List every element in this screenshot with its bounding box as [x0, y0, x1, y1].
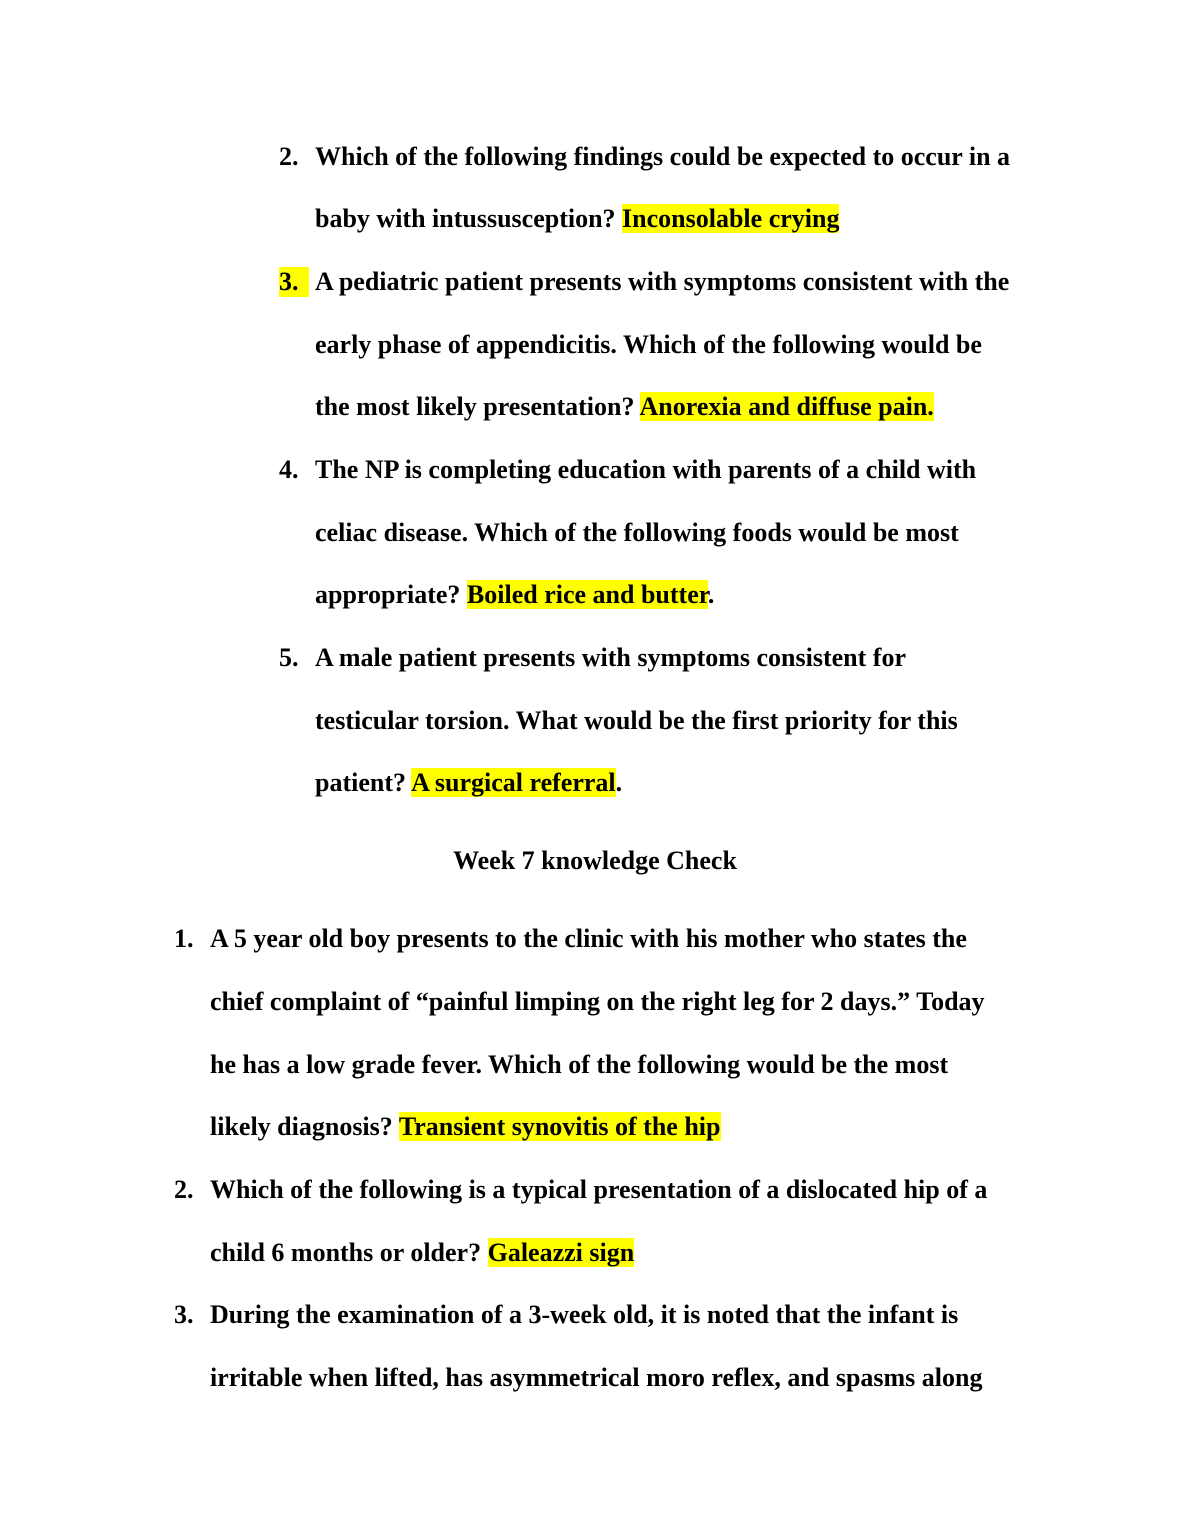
question-text-line — [315, 580, 714, 610]
question-text-line: A 5 year old boy presents to the clinic with his mother who states the — [210, 924, 967, 953]
question-text-line: During the examination of a 3-week old, it is noted that the infant is — [210, 1300, 959, 1329]
question-text: appropriate? — [315, 580, 461, 609]
question-text-line: The NP is completing education with parents of a child with — [315, 455, 977, 484]
question-text-line — [210, 1112, 721, 1142]
question-text-line: irritable when lifted, has asymmetrical moro reflex, and spasms along — [210, 1363, 983, 1392]
question-text-line: early phase of appendicitis. Which of the following would be — [315, 330, 982, 359]
question-text-line: A male patient presents with symptoms consistent for — [315, 643, 906, 672]
question-number: 4. — [279, 455, 299, 484]
question-number: 2. — [279, 142, 299, 171]
question-number: 3. — [174, 1300, 194, 1329]
question-text-line: Which of the following is a typical presentation of a dislocated hip of a — [210, 1175, 988, 1204]
question-text: child 6 months or older? — [210, 1238, 482, 1267]
trailing-period: . — [615, 768, 623, 797]
highlighted-answer: Boiled rice and butter — [466, 580, 708, 609]
question-number: 2. — [174, 1175, 194, 1204]
question-text-line — [315, 392, 934, 422]
question-text-line — [210, 1238, 634, 1268]
highlighted-answer: A surgical referral — [411, 768, 616, 797]
question-text-line: testicular torsion. What would be the first priority for this — [315, 706, 958, 735]
question-text: baby with intussusception? — [315, 204, 616, 233]
question-text-line: celiac disease. Which of the following foods would be most — [315, 518, 959, 547]
highlighted-answer: Transient synovitis of the hip — [398, 1112, 721, 1141]
question-text-line: he has a low grade fever. Which of the following would be the most — [210, 1050, 949, 1079]
highlighted-answer: Galeazzi sign — [487, 1238, 635, 1267]
question-number: 5. — [279, 643, 299, 672]
question-text-line: Which of the following findings could be expected to occur in a — [315, 142, 1011, 171]
question-text-line — [315, 204, 839, 234]
highlighted-answer: Anorexia and diffuse pain. — [639, 392, 934, 421]
question-text: the most likely presentation? — [315, 392, 635, 421]
question-number: 1. — [174, 924, 194, 953]
section-heading: Week 7 knowledge Check — [453, 846, 737, 875]
highlighted-answer: Inconsolable crying — [622, 204, 840, 233]
question-text: patient? — [315, 768, 406, 797]
trailing-period: . — [707, 580, 715, 609]
question-text-line: chief complaint of “painful limping on the right leg for 2 days.” Today — [210, 987, 985, 1016]
question-number-highlighted: 3. — [279, 267, 309, 297]
question-text-line: A pediatric patient presents with symptoms consistent with the — [315, 267, 1010, 296]
question-text-line — [315, 768, 622, 798]
question-text: likely diagnosis? — [210, 1112, 393, 1141]
